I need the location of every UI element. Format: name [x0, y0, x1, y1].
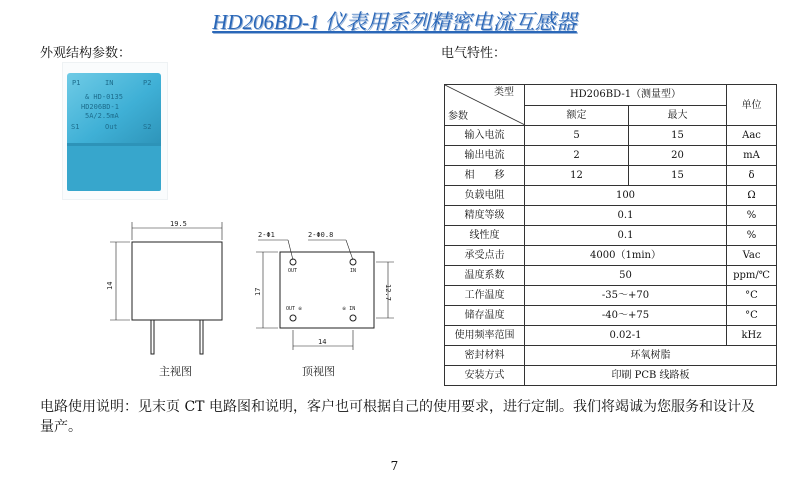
front-width-dim: 19.5	[170, 220, 187, 228]
appearance-heading: 外观结构参数：	[40, 46, 132, 61]
photo-label-s1: S1	[71, 123, 80, 131]
product-photo	[62, 62, 168, 200]
row-value: 50	[525, 266, 727, 286]
table-row	[445, 226, 777, 246]
row-rated: 2	[525, 146, 629, 166]
table-row	[445, 166, 777, 186]
pin-in-star-label: ※ IN	[342, 306, 356, 312]
electrical-heading: 电气特性：	[441, 46, 507, 61]
row-unit: mA	[727, 146, 777, 166]
top-pitch-v-dim: 12.7	[384, 284, 392, 301]
table-row	[445, 126, 777, 146]
row-unit: δ	[727, 166, 777, 186]
row-param: 安装方式	[445, 366, 525, 386]
photo-label-out: Out	[105, 123, 118, 131]
row-unit: Vac	[727, 246, 777, 266]
table-row	[445, 366, 777, 386]
table-row	[445, 326, 777, 346]
circuit-usage-note: 电路使用说明：见末页 CT 电路图和说明，客户也可根据自己的使用要求，进行定制。我们将竭诚为您服务和设计及量产。	[40, 399, 755, 435]
row-unit: Ω	[727, 186, 777, 206]
row-value: 0.1	[525, 226, 727, 246]
row-rated: 12	[525, 166, 629, 186]
photo-label-s2: S2	[143, 123, 152, 131]
table-header-model: HD206BD-1（测量型）	[525, 85, 727, 106]
row-rated: 5	[525, 126, 629, 146]
table-header-corner	[445, 85, 525, 126]
row-value: 100	[525, 186, 727, 206]
front-view-caption: 主视图	[159, 365, 192, 378]
pin-in-label: IN	[350, 268, 357, 274]
row-param: 相 移	[445, 166, 525, 186]
page-title: HD206BD-1 仪表用系列精密电流互感器	[212, 10, 577, 34]
row-max: 20	[629, 146, 727, 166]
table-row	[445, 186, 777, 206]
table-row	[445, 346, 777, 366]
dimension-drawing	[108, 218, 398, 382]
top-view-body	[280, 252, 374, 328]
front-height-dim: 14	[106, 281, 114, 290]
table-header-unit: 单位	[727, 85, 777, 126]
table-header-rated: 额定	[525, 105, 629, 126]
pin-out-star-label: OUT ※	[286, 306, 303, 312]
row-param: 输出电流	[445, 146, 525, 166]
row-value: 4000（1min）	[525, 246, 727, 266]
table-row	[445, 266, 777, 286]
photo-label-line2: HD206BD-1	[81, 103, 119, 111]
row-param: 精度等级	[445, 206, 525, 226]
electrical-spec-table	[444, 84, 777, 386]
row-param: 线性度	[445, 226, 525, 246]
row-unit: Aac	[727, 126, 777, 146]
row-value: -35～+70	[525, 286, 727, 306]
row-unit: %	[727, 206, 777, 226]
row-param: 输入电流	[445, 126, 525, 146]
row-max: 15	[629, 126, 727, 146]
photo-label-line3: 5A/2.5mA	[85, 112, 119, 120]
row-param: 承受点击	[445, 246, 525, 266]
row-unit: ppm/℃	[727, 266, 777, 286]
row-value: 0.1	[525, 206, 727, 226]
row-unit: kHz	[727, 326, 777, 346]
photo-label-p1: P1	[72, 79, 81, 87]
photo-label-in: IN	[105, 79, 114, 87]
table-row	[445, 286, 777, 306]
top-phi2-dim: 2-Φ0.8	[308, 231, 334, 239]
photo-label-line1: & HD-0135	[85, 93, 123, 101]
row-unit: %	[727, 226, 777, 246]
row-value: 环氧树脂	[525, 346, 777, 366]
row-max: 15	[629, 166, 727, 186]
row-param: 密封材料	[445, 346, 525, 366]
table-row	[445, 306, 777, 326]
table-row	[445, 246, 777, 266]
row-param: 工作温度	[445, 286, 525, 306]
row-value: 印刷 PCB 线路板	[525, 366, 777, 386]
table-row	[445, 146, 777, 166]
table-header-type: 类型	[494, 87, 514, 98]
top-pitch-h-dim: 14	[318, 338, 327, 346]
page-number: 7	[390, 459, 399, 473]
row-param: 储存温度	[445, 306, 525, 326]
photo-label-p2: P2	[143, 79, 152, 87]
row-unit: °C	[727, 306, 777, 326]
pin-out-label: OUT	[288, 268, 298, 274]
top-phi1-dim: 2-Φ1	[258, 231, 275, 239]
row-param: 温度系数	[445, 266, 525, 286]
table-header-param: 参数	[448, 111, 468, 122]
front-view-body	[132, 242, 222, 320]
row-value: -40～+75	[525, 306, 727, 326]
top-height-dim: 17	[254, 287, 262, 296]
row-value: 0.02-1	[525, 326, 727, 346]
table-row	[445, 206, 777, 226]
row-unit: °C	[727, 286, 777, 306]
row-param: 使用频率范围	[445, 326, 525, 346]
table-header-max: 最大	[629, 105, 727, 126]
top-view-caption: 顶视图	[302, 365, 335, 378]
row-param: 负载电阻	[445, 186, 525, 206]
